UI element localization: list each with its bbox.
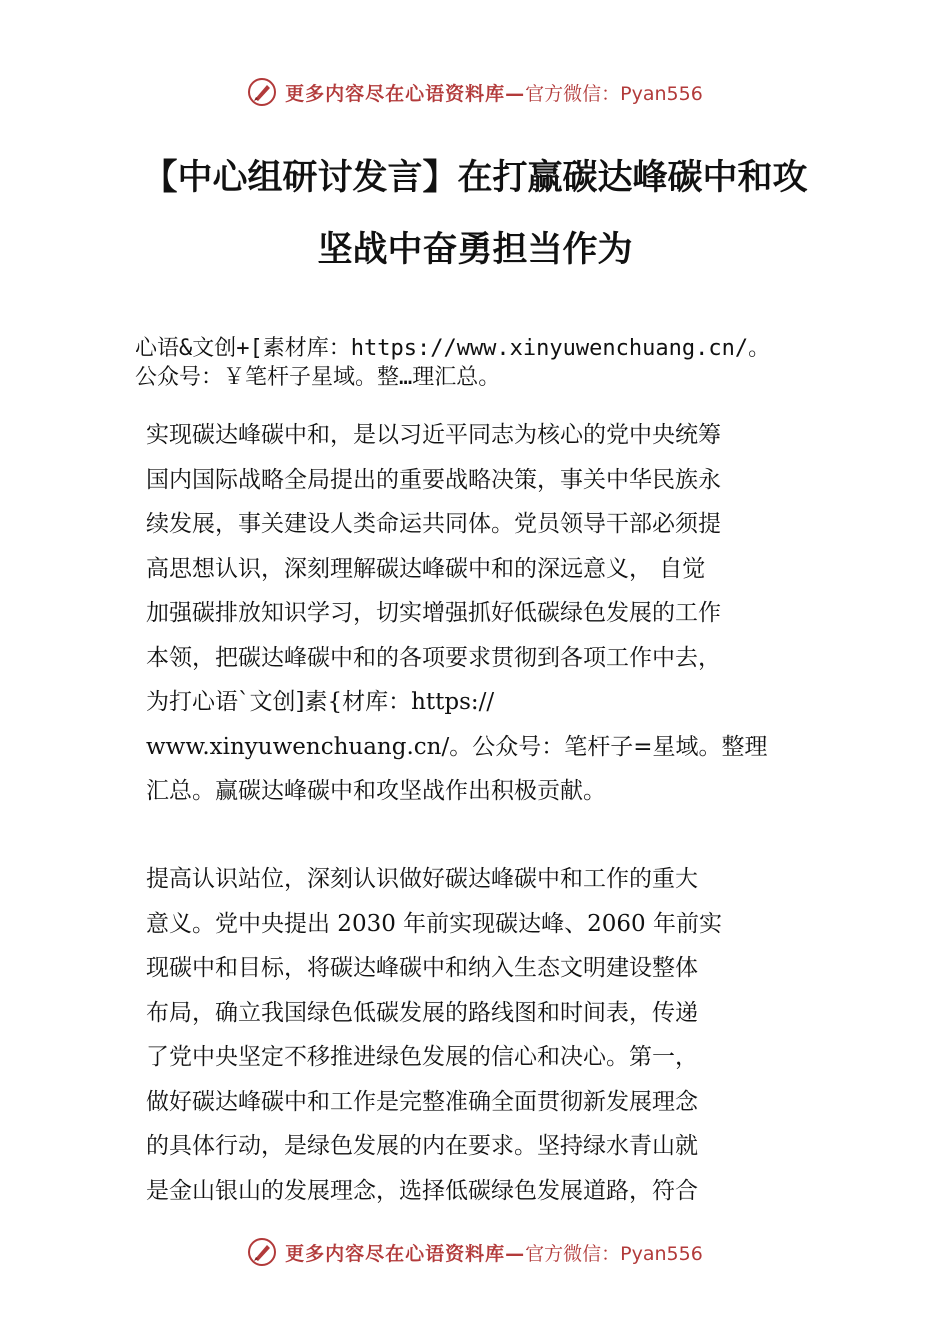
- text-line: 布局，确立我国绿色低碳发展的路线图和时间表，传递: [146, 999, 698, 1026]
- text-line: 为打心语`文创]素{材库：https://: [146, 689, 495, 715]
- text-line: 的具体行动，是绿色发展的内在要求。坚持绿水青山就: [146, 1133, 698, 1159]
- text-line: 高思想认识，深刻理解碳达峰碳中和的深远意义， 自觉: [146, 555, 706, 582]
- pen-logo-icon: [247, 1237, 277, 1267]
- text-line: 是金山银山的发展理念，选择低碳绿色发展道路，符合: [146, 1177, 698, 1204]
- title-line-2: 坚战中奋勇担当作为: [317, 230, 633, 270]
- source-line: 心语&文创+[素材库：https://www.xinyuwenchuang.cn/。: [135, 336, 771, 361]
- paragraph-2: [146, 857, 836, 1213]
- header-banner: [0, 72, 950, 112]
- text-line: 意义。党中央提出 2030 年前实现碳达峰、2060 年前实: [146, 910, 722, 937]
- text-line: 续发展，事关建设人类命运共同体。党员领导干部必须提: [146, 511, 721, 537]
- text-line: 了党中央坚定不移推进绿色发展的信心和决心。第一，: [146, 1044, 698, 1070]
- footer-banner: [0, 1232, 950, 1272]
- paragraph-1: [146, 413, 836, 814]
- text-line: 现碳中和目标，将碳达峰碳中和纳入生态文明建设整体: [146, 955, 698, 981]
- banner-text: 更多内容尽在心语资料库—: [285, 82, 526, 105]
- text-line: 本领，把碳达峰碳中和的各项要求贯彻到各项工作中去，: [146, 644, 721, 671]
- text-line: 汇总。赢碳达峰碳中和攻坚战作出积极贡献。: [146, 778, 606, 804]
- text-line: 实现碳达峰碳中和，是以习近平同志为核心的党中央统筹: [146, 422, 721, 448]
- banner-wechat: 官方微信：Pyan556: [525, 82, 703, 105]
- text-line: 国内国际战略全局提出的重要战略决策，事关中华民族永: [146, 466, 721, 493]
- title-line-1: 【中心组研讨发言】在打赢碳达峰碳中和攻: [142, 158, 808, 198]
- text-line: 提高认识站位，深刻认识做好碳达峰碳中和工作的重大: [146, 866, 698, 892]
- banner-text: 更多内容尽在心语资料库—: [285, 1242, 526, 1265]
- text-line: 加强碳排放知识学习，切实增强抓好低碳绿色发展的工作: [146, 600, 721, 626]
- text-line: 做好碳达峰碳中和工作是完整准确全面贯彻新发展理念: [146, 1088, 698, 1115]
- text-line: www.xinyuwenchuang.cn/。公众号：笔杆子=星域。整理: [146, 733, 768, 760]
- source-line: 公众号：￥笔杆子星域。整…理汇总。: [135, 365, 501, 390]
- source-note: [135, 334, 835, 392]
- banner-wechat: 官方微信：Pyan556: [525, 1242, 703, 1265]
- pen-logo-icon: [247, 77, 277, 107]
